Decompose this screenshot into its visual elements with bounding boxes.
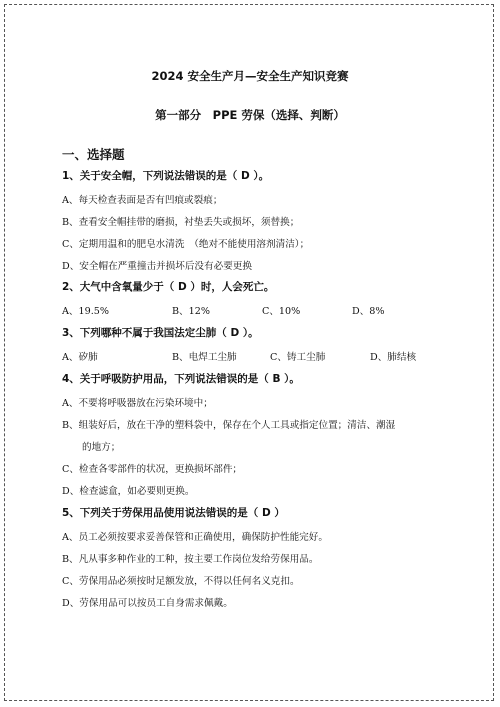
q2-option-c: C、10% [262, 306, 301, 317]
question-4: 4、关于呼吸防护用品，下列说法错误的是（ B ）。 [62, 373, 300, 385]
q4-option-d: D、检查滤盒，如必要则更换。 [62, 486, 195, 497]
part-heading: 第一部分 PPE 劳保（选择、判断） [155, 108, 345, 122]
q3-option-b: B、电焊工尘肺 [172, 352, 237, 363]
q4-option-c: C、检查各零部件的状况，更换损坏部件； [62, 464, 243, 475]
question-2: 2、大气中含氧量少于（ D ）时，人会死亡。 [62, 281, 275, 293]
document-title: 2024 安全生产月—安全生产知识竞赛 [151, 69, 349, 83]
q1-option-c: C、定期用温和的肥皂水清洗 （绝对不能使用溶剂清洁）； [62, 239, 310, 250]
question-5: 5、下列关于劳保用品使用说法错误的是（ D ） [62, 507, 285, 519]
section-heading: 一、选择题 [62, 147, 125, 162]
q3-option-c: C、铸工尘肺 [270, 352, 326, 363]
question-1: 1、关于安全帽，下列说法错误的是（ D ）。 [62, 170, 270, 182]
q2-option-d: D、8% [352, 306, 385, 317]
q5-option-c: C、劳保用品必须按时足额发放，不得以任何名义克扣。 [62, 576, 300, 587]
q2-option-b: B、12% [172, 306, 210, 317]
q5-option-b: B、凡从事多种作业的工种，按主要工作岗位发给劳保用品。 [62, 554, 319, 565]
q1-option-b: B、查看安全帽挂带的磨损，衬垫丢失或损坏，须替换； [62, 217, 300, 228]
q3-option-a: A、矽肺 [62, 352, 98, 363]
q1-option-a: A、每天检查表面是否有凹痕或裂痕； [62, 195, 223, 206]
q4-option-b: B、组装好后，放在干净的塑料袋中，保存在个人工具或指定位置；清洁、潮湿 [62, 420, 396, 431]
q4-option-a: A、不要将呼吸器放在污染环境中； [62, 398, 213, 409]
question-3: 3、下列哪种不属于我国法定尘肺（ D ）。 [62, 327, 259, 339]
q3-option-d: D、肺结核 [370, 352, 417, 363]
q1-option-d: D、安全帽在严重撞击并损坏后没有必要更换 [62, 261, 252, 272]
q5-option-a: A、员工必须按要求妥善保管和正确使用，确保防护性能完好。 [62, 532, 328, 543]
q2-option-a: A、19.5% [62, 306, 109, 317]
q4-option-b-continued: 的地方； [82, 442, 121, 453]
q5-option-d: D、劳保用品可以按员工自身需求佩戴。 [62, 598, 233, 609]
